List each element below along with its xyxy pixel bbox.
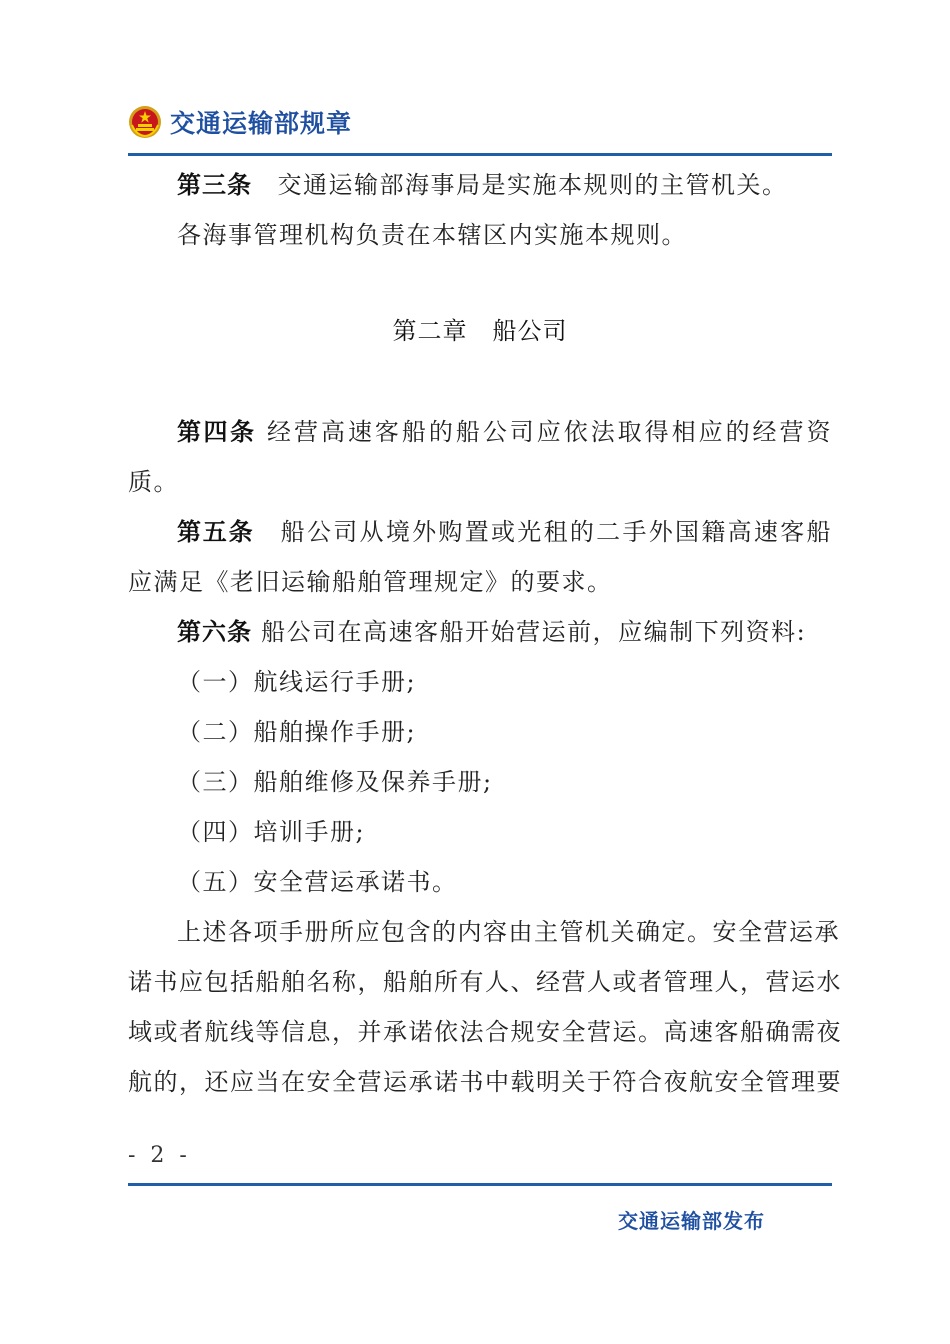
article-3-line-2: 各海事管理机构负责在本辖区内实施本规则。	[177, 221, 687, 249]
list-item: （四）培训手册;	[177, 818, 366, 846]
paragraph-line-1: 上述各项手册所应包含的内容由主管机关确定。安全营运承	[177, 918, 840, 946]
list-item: （一）航线运行手册;	[177, 668, 417, 696]
article-5-line-1: 船公司从境外购置或光租的二手外国籍高速客船	[280, 518, 833, 546]
article-6-label: 第六条	[177, 618, 252, 646]
paragraph-line-3: 域或者航线等信息，并承诺依法合规安全营运。高速客船确需夜	[128, 1018, 842, 1046]
footer-divider	[128, 1183, 832, 1186]
national-emblem-icon	[128, 105, 162, 139]
article-5-line-2: 应满足《老旧运输船舶管理规定》的要求。	[128, 568, 613, 596]
paragraph-line-4: 航的，还应当在安全营运承诺书中载明关于符合夜航安全管理要	[128, 1068, 842, 1096]
article-4-line-1: 经营高速客船的船公司应依法取得相应的经营资	[267, 418, 832, 446]
article-6-text: 船公司在高速客船开始营运前，应编制下列资料:	[261, 618, 807, 646]
article-4-line-2: 质。	[128, 468, 179, 496]
header-divider	[128, 153, 832, 156]
article-3-text: 交通运输部海事局是实施本规则的主管机关。	[277, 171, 788, 199]
page-header	[128, 100, 352, 144]
list-item: （三）船舶维修及保养手册;	[177, 768, 493, 796]
article-3	[177, 160, 832, 210]
article-4-label: 第四条	[177, 418, 257, 446]
list-item: （二）船舶操作手册;	[177, 718, 417, 746]
article-5	[177, 507, 832, 557]
header-title: 交通运输部规章	[170, 109, 353, 138]
article-6	[177, 607, 832, 657]
footer-publisher: 交通运输部发布	[618, 1209, 765, 1233]
article-3-label: 第三条	[177, 171, 252, 199]
page-number: - 2 -	[128, 1143, 191, 1168]
list-item: （五）安全营运承诺书。	[177, 868, 458, 896]
paragraph-line-2: 诺书应包括船舶名称，船舶所有人、经营人或者管理人，营运水	[128, 968, 842, 996]
article-5-label: 第五条	[177, 518, 255, 546]
chapter-2-title: 第二章 船公司	[392, 317, 568, 345]
article-4	[177, 407, 832, 457]
